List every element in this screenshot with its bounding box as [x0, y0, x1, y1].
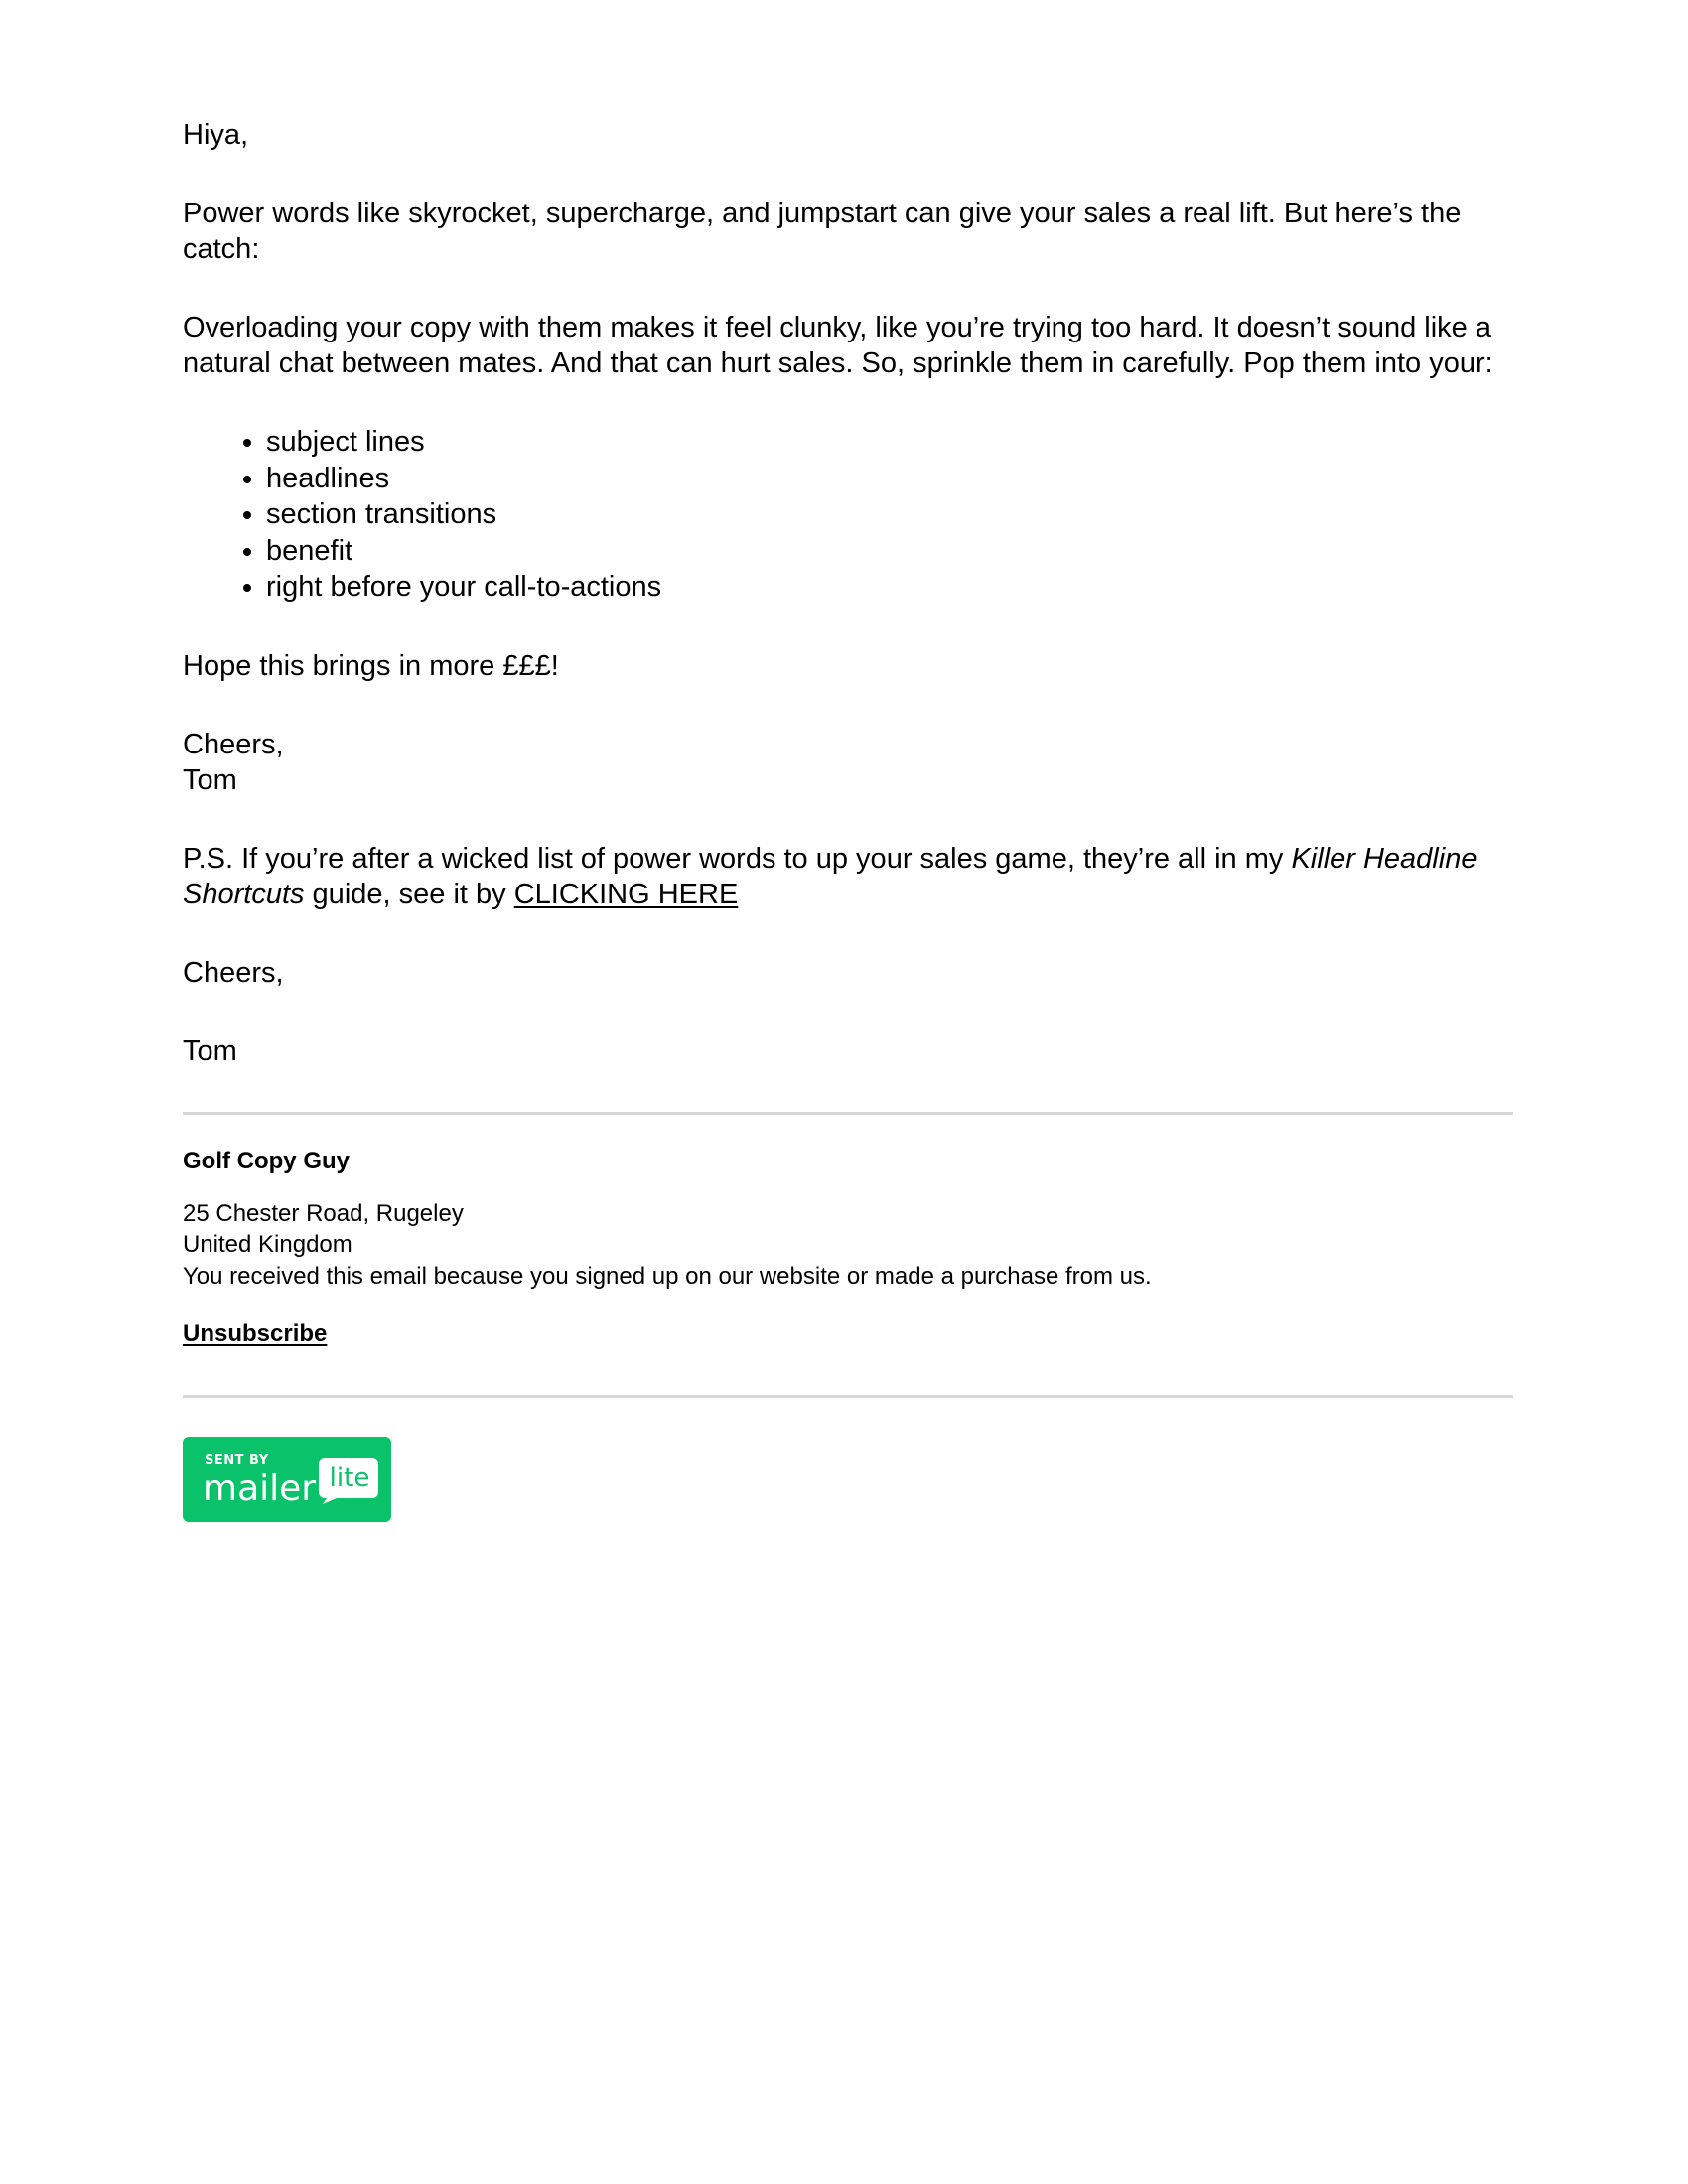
signer-name: Tom — [183, 763, 237, 796]
signoff-2: Cheers, — [183, 956, 284, 989]
company-name: Golf Copy Guy — [183, 1147, 350, 1174]
address-line-2: United Kingdom — [183, 1231, 352, 1258]
closing-line: Hope this brings in more £££! — [183, 649, 559, 682]
subscription-notice: You received this email because you signed up on our website or made a purchase from us. — [183, 1262, 1152, 1290]
greeting: Hiya, — [183, 119, 249, 151]
placement-list — [183, 424, 1513, 606]
guide-title: Killer Headline Shortcuts — [183, 842, 1477, 910]
email-body — [183, 117, 1513, 1527]
email-footer — [183, 1115, 1513, 1350]
badge-brand-mailer: mailer — [203, 1468, 317, 1509]
list-item: • subject lines — [266, 424, 1513, 461]
list-item: • section transitions — [266, 496, 1513, 533]
paragraph-power-words: Power words like skyrocket, supercharge, and jumpstart can give your sales a real lift. But here’s the catch: — [183, 198, 1462, 265]
signer-name-2: Tom — [183, 1034, 237, 1067]
postscript — [183, 841, 1513, 912]
address-line-1: 25 Chester Road, Rugeley — [183, 1199, 464, 1227]
mailerlite-badge[interactable] — [183, 1437, 391, 1522]
paragraph-overloading: Overloading your copy with them makes it feel clunky, like you’re trying too hard. It doesn’t sound like a natural chat between mates. And that can hurt sales. So, sprinkle them in carefully. Pop them into your: — [183, 312, 1493, 379]
badge-sent-by: SENT BY — [205, 1453, 269, 1468]
unsubscribe-row — [183, 1319, 1513, 1349]
clicking-here-link[interactable]: CLICKING HERE — [513, 878, 739, 910]
signoff: Cheers, — [183, 728, 284, 760]
list-item: • benefit — [266, 533, 1513, 570]
ps-middle: guide, see it by — [304, 878, 514, 910]
list-item: • right before your call-to-actions — [266, 569, 1513, 606]
footer-divider-bottom — [183, 1395, 1513, 1398]
badge-brand-lite: lite — [329, 1463, 370, 1493]
unsubscribe-link[interactable]: Unsubscribe — [183, 1320, 328, 1347]
company-address — [183, 1198, 1513, 1293]
signature-block — [183, 727, 1513, 798]
list-item: • headlines — [266, 461, 1513, 497]
ps-prefix: P.S. If you’re after a wicked list of power words to up your sales game, they’re all in my — [183, 842, 1292, 875]
